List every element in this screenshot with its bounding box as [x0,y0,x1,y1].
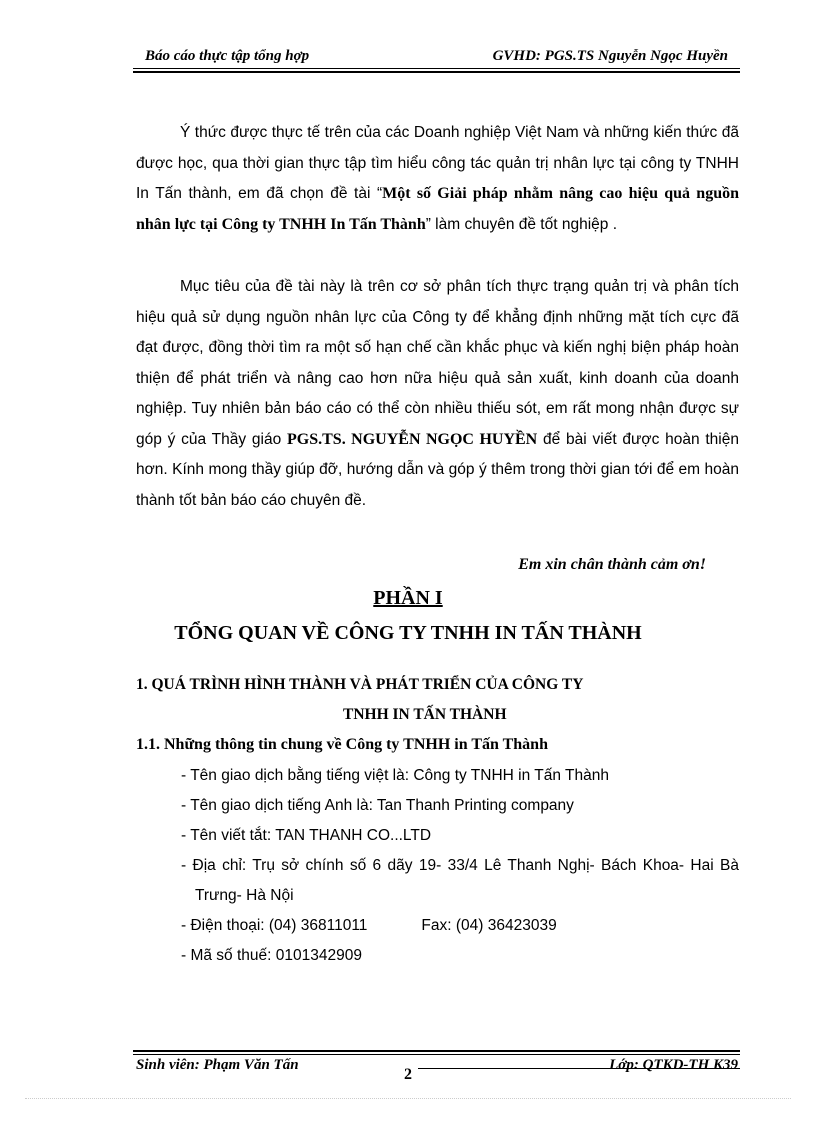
section-heading-cont: TNHH IN TẤN THÀNH [343,706,507,723]
list-item: - Tên giao dịch bằng tiếng việt là: Công ty TNHH in Tấn Thành [181,767,609,784]
paragraph-intro-text-end: ” làm chuyên đề tốt nghiệp . [425,215,618,233]
list-item-address: - Địa chỉ: Trụ sở chính số 6 dãy 19- 33/4 Lê Thanh Nghị- Bách Khoa- Hai Bà Trưng- Hà Nội [181,857,739,904]
paragraph-objective [136,272,739,516]
footer-student: Sinh viên: Phạm Văn Tấn [136,1057,299,1073]
phone: - Điện thoại: (04) 36811011 [181,917,368,934]
thanks-line: Em xin chân thành cảm ơn! [518,556,706,573]
thesis-topic: Một số Giải pháp nhằm nâng cao hiệu quả nguồn nhân lực tại Công ty TNHH In Tấn Thành [136,185,739,233]
page-number: 2 [404,1066,412,1083]
paragraph-objective-text-end: để bài viết được hoàn thiện hơn. Kính mong thầy giúp đỡ, hướng dẫn và góp ý thêm trong thời gian tới để em hoàn thành tốt bản báo cáo chuyên đề. [136,430,739,509]
header-rule-thick [133,71,740,73]
list-item: - Mã số thuế: 0101342909 [181,947,362,964]
list-item: - Tên viết tắt: TAN THANH CO...LTD [181,827,432,844]
paragraph-intro-text: Ý thức được thực tế trên của các Doanh nghiệp Việt Nam và những kiến thức đã được học, qua thời gian thực tập tìm hiểu công tác quản trị nhân lực tại công ty TNHH In Tấn thành, em đã chọn đề tài “ [136,124,739,202]
subsection-heading: 1.1. Những thông tin chung về Công ty TNHH in Tấn Thành [136,736,548,753]
page-bottom-dotted-line [25,1098,791,1099]
header-advisor: GVHD: PGS.TS Nguyễn Ngọc Huyền [492,48,728,64]
footer-class: Lớp: QTKD-TH K39 [609,1057,738,1073]
header-rule [133,68,740,69]
list-item: - Tên giao dịch tiếng Anh là: Tan Thanh Printing company [181,797,574,814]
advisor-name: PGS.TS. NGUYỄN NGỌC HUYỀN [287,430,538,448]
part-label: PHẦN I [373,587,443,609]
footer-rule-thin [133,1054,740,1055]
list-item-contact [181,911,739,941]
company-info-list [181,761,739,971]
section-heading: 1. QUÁ TRÌNH HÌNH THÀNH VÀ PHÁT TRIỂN CỦA CÔNG TY [136,676,584,693]
paragraph-intro [136,118,739,240]
footer-rule-short [418,1068,740,1069]
paragraph-objective-text: Mục tiêu của đề tài này là trên cơ sở phân tích thực trạng quản trị và phân tích hiệu quả sử dụng nguồn nhân lực của Công ty để khẳng định những mặt tích cực đã đạt được, đồng thời tìm ra một số hạn chế cần khắc phục và kiến nghị biện pháp hoàn thiện để phát triển và nâng cao hơn nữa hiệu quả sản xuất, kinh doanh của doanh nghiệp. Tuy nhiên bản báo cáo có thể còn nhiều thiếu sót, em rất mong nhận được sự góp ý của Thầy giáo [136,278,739,448]
part-title: TỔNG QUAN VỀ CÔNG TY TNHH IN TẤN THÀNH [174,622,642,644]
header-report-title: Báo cáo thực tập tổng hợp [145,48,310,64]
fax: Fax: (04) 36423039 [421,917,557,934]
footer-rule [133,1050,740,1052]
